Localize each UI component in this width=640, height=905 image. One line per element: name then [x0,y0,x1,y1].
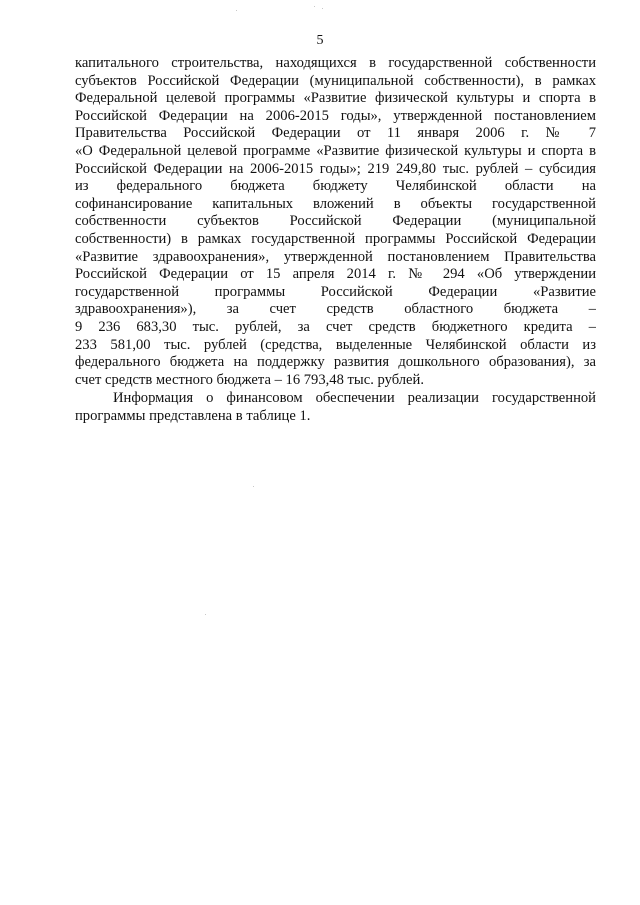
paragraph-line: собственности) в рамках государственной программы Российской Федерации [75,230,596,247]
paragraph-line: программы представлена в таблице 1. [75,407,311,424]
paragraph-line: Российской Федерации на 2006-2015 годы»; 219 249,80 тыс. рублей – субсидия [75,160,596,177]
paragraph-line: Правительства Российской Федерации от 11 января 2006 г. № 7 [75,125,596,142]
paragraph-line: капитального строительства, находящихся в государственной собственности [75,55,596,71]
paragraph-table-reference [75,390,596,425]
scan-speck [322,8,323,9]
paragraph-line: федерального бюджета на поддержку развития дошкольного образования), за [75,354,596,371]
paragraph-line: 9 236 683,30 тыс. рублей, за счет средств бюджетного кредита – [75,318,596,335]
paragraph-line: 233 581,00 тыс. рублей (средства, выделенные Челябинской области из [75,336,596,353]
scan-speck [236,10,237,11]
paragraph-line: Российской Федерации от 15 апреля 2014 г. № 294 «Об утверждении [75,266,596,283]
paragraph-line: Информация о финансовом обеспечении реализации государственной [113,390,596,406]
paragraph-line: собственности субъектов Российской Федерации (муниципальной [75,213,596,230]
paragraph-line: «Развитие здравоохранения», утвержденной постановлением Правительства [75,248,596,265]
paragraph-line: Российской Федерации на 2006-2015 годы», утвержденной постановлением [75,107,596,124]
paragraph-line: счет средств местного бюджета – 16 793,48 тыс. рублей. [75,371,424,388]
paragraph-line: государственной программы Российской Федерации «Развитие [75,283,596,300]
paragraph-line: «О Федеральной целевой программе «Развитие физической культуры и спорта в [75,142,596,159]
paragraph-line: Федеральной целевой программы «Развитие физической культуры и спорта в [75,90,596,107]
scan-speck [205,614,206,615]
paragraph-financing-sources [75,55,596,389]
page-number: 5 [316,33,324,48]
paragraph-line: софинансирование капитальных вложений в объекты государственной [75,195,596,212]
paragraph-line: здравоохранения»), за счет средств областного бюджета – [75,301,596,318]
scan-speck [314,6,315,7]
paragraph-line: из федерального бюджета бюджету Челябинской области на [75,178,596,195]
paragraph-line: субъектов Российской Федерации (муниципальной собственности), в рамках [75,72,596,89]
scan-speck [253,486,254,487]
